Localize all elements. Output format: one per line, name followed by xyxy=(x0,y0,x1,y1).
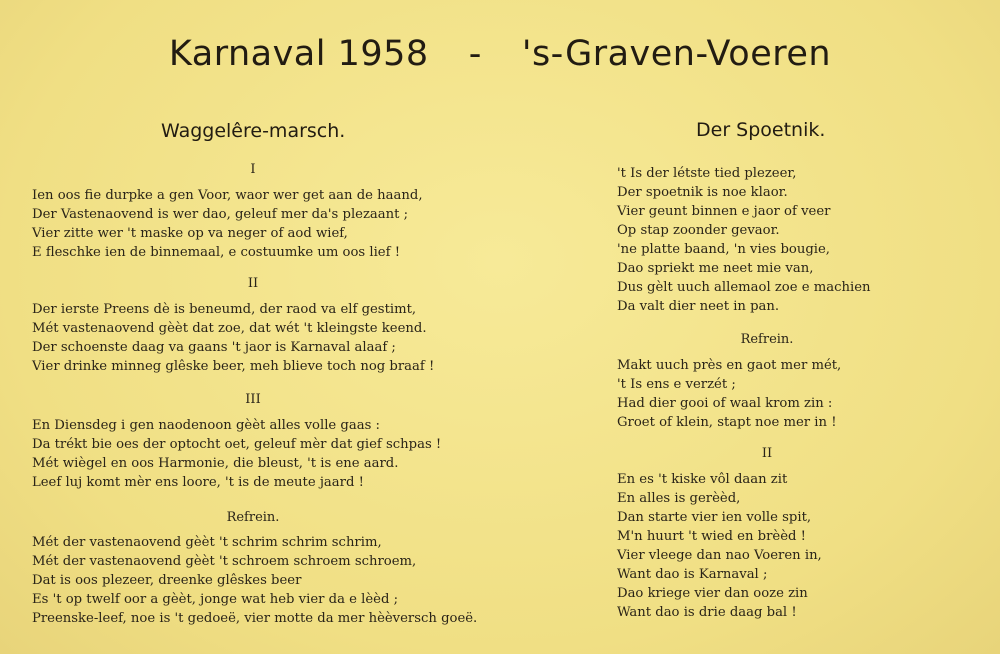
verse-line: En alles is gerèèd, xyxy=(617,491,741,506)
page-title-separator: - xyxy=(468,34,482,74)
verse-line: Der ierste Preens dè is beneumd, der raod va elf gestimt, xyxy=(32,302,417,317)
page-title-left: Karnaval 1958 xyxy=(168,34,429,74)
refrain-heading: Refrein. xyxy=(740,332,794,347)
verse-line: Had dier gooi of waal krom zin : xyxy=(617,396,833,411)
verse-line: Mét der vastenaovend gèèt 't schroem schroem schroem, xyxy=(32,554,417,569)
verse-line: Vier zitte wer 't maske op va neger of aod wief, xyxy=(32,226,348,241)
verse-line: Vier vleege dan nao Voeren in, xyxy=(617,548,822,563)
verse-heading: III xyxy=(245,392,261,407)
verse-line: Da valt dier neet in pan. xyxy=(617,299,780,314)
verse-line: Makt uuch près en gaot mer mét, xyxy=(617,358,842,373)
verse-heading: I xyxy=(250,162,256,177)
verse-line: Mét wiègel en oos Harmonie, die bleust, 't is ene aard. xyxy=(32,456,399,471)
verse-line: Op stap zoonder gevaor. xyxy=(617,223,780,238)
verse-line: Groet of klein, stapt noe mer in ! xyxy=(617,415,837,430)
page-title xyxy=(0,34,1000,74)
verse-line: Dao kriege vier dan ooze zin xyxy=(617,586,808,601)
verse-line: Es 't op twelf oor a gèèt, jonge wat heb vier da e lèèd ; xyxy=(32,592,399,607)
verse-line: Der spoetnik is noe klaor. xyxy=(617,185,788,200)
verse-line: Mét vastenaovend gèèt dat zoe, dat wét 't kleingste keend. xyxy=(32,321,427,336)
verse-line: M'n huurt 't wied en brèèd ! xyxy=(617,529,806,544)
verse-line: 't Is ens e verzét ; xyxy=(617,377,736,392)
verse-heading: II xyxy=(247,276,259,291)
verse-line: En es 't kiske vôl daan zit xyxy=(617,472,788,487)
verse-line: Da trékt bie oes der optocht oet, geleuf mèr dat gief schpas ! xyxy=(32,437,442,452)
verse-line: Want dao is drie daag bal ! xyxy=(617,605,797,620)
verse-line: Dat is oos plezeer, dreenke glêskes beer xyxy=(32,573,302,588)
verse-line: Preenske-leef, noe is 't gedoeë, vier motte da mer hèèversch goeë. xyxy=(32,611,478,626)
verse-line: 't Is der létste tied plezeer, xyxy=(617,166,797,181)
left-song-title: Waggelêre-marsch. xyxy=(161,120,346,142)
verse-line: Der Vastenaovend is wer dao, geleuf mer da's plezaant ; xyxy=(32,207,409,222)
verse-line: Vier drinke minneg glêske beer, meh blieve toch nog braaf ! xyxy=(32,359,435,374)
right-song-title: Der Spoetnik. xyxy=(696,119,826,141)
verse-line: Ien oos fie durpke a gen Voor, waor wer get aan de haand, xyxy=(32,188,423,203)
page-title-right: 's-Graven-Voeren xyxy=(521,34,832,74)
verse-line: Der schoenste daag va gaans 't jaor is Karnaval alaaf ; xyxy=(32,340,396,355)
verse-line: Dao spriekt me neet mie van, xyxy=(617,261,814,276)
verse-line: Dus gèlt uuch allemaol zoe e machien xyxy=(617,280,871,295)
verse-line: Leef luj komt mèr ens loore, 't is de meute jaard ! xyxy=(32,475,364,490)
verse-line: E fleschke ien de binnemaal, e costuumke um oos lief ! xyxy=(32,245,400,260)
verse-heading: II xyxy=(761,446,773,461)
verse-line: Vier geunt binnen e jaor of veer xyxy=(617,204,831,219)
verse-line: En Diensdeg i gen naodenoon gèèt alles volle gaas : xyxy=(32,418,380,433)
verse-line: Dan starte vier ien volle spit, xyxy=(617,510,812,525)
verse-line: Mét der vastenaovend gèèt 't schrim schrim schrim, xyxy=(32,535,382,550)
verse-line: Want dao is Karnaval ; xyxy=(617,567,768,582)
verse-line: 'ne platte baand, 'n vies bougie, xyxy=(617,242,830,257)
refrain-heading: Refrein. xyxy=(226,510,280,525)
